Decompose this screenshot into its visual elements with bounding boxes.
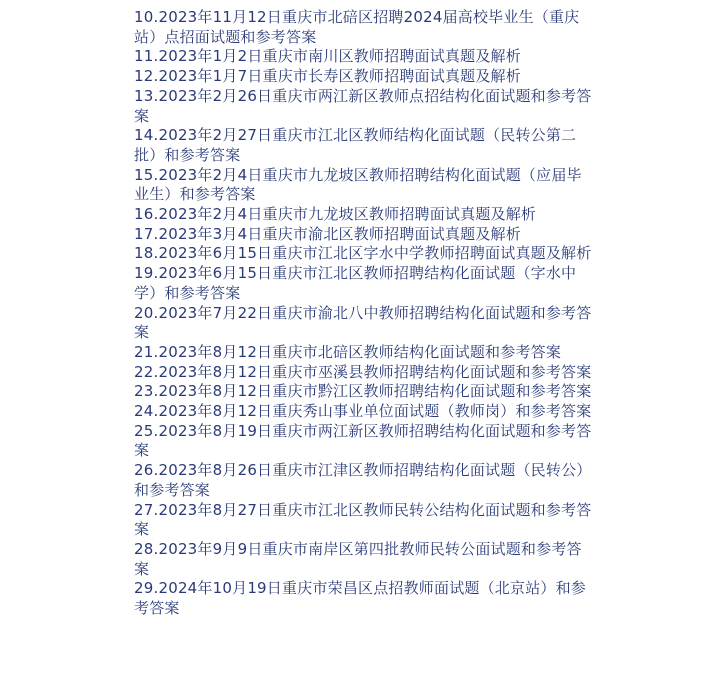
- list-item: 18.2023年6月15日重庆市江北区字水中学教师招聘面试真题及解析: [134, 244, 592, 263]
- list-item: 15.2023年2月4日重庆市九龙坡区教师招聘结构化面试题（应届毕业生）和参考答案: [134, 165, 582, 204]
- list-item: 23.2023年8月12日重庆市黔江区教师招聘结构化面试题和参考答案: [134, 382, 592, 401]
- document-list: [134, 8, 594, 619]
- list-item: 21.2023年8月12日重庆市北碚区教师结构化面试题和参考答案: [134, 342, 562, 361]
- list-item: 17.2023年3月4日重庆市渝北区教师招聘面试真题及解析: [134, 224, 521, 243]
- list-item: 12.2023年1月7日重庆市长寿区教师招聘面试真题及解析: [134, 67, 521, 86]
- list-item: 14.2023年2月27日重庆市江北区教师结构化面试题（民转公第二批）和参考答案: [134, 126, 577, 164]
- list-item: 10.2023年11月12日重庆市北碚区招聘2024届高校毕业生（重庆站）点招面试题和参考答案: [134, 8, 580, 46]
- list-item: 16.2023年2月4日重庆市九龙坡区教师招聘面试真题及解析: [134, 205, 537, 224]
- list-item: 29.2024年10月19日重庆市荣昌区点招教师面试题（北京站）和参考答案: [134, 579, 587, 618]
- list-item: 19.2023年6月15日重庆市江北区教师招聘结构化面试题（字水中学）和参考答案: [134, 264, 577, 302]
- list-item: 20.2023年7月22日重庆市渝北八中教师招聘结构化面试题和参考答案: [134, 303, 592, 342]
- list-item: 13.2023年2月26日重庆市两江新区教师点招结构化面试题和参考答案: [134, 86, 592, 125]
- list-item: 27.2023年8月27日重庆市江北区教师民转公结构化面试题和参考答案: [134, 500, 592, 539]
- list-item: 22.2023年8月12日重庆市巫溪县教师招聘结构化面试题和参考答案: [134, 362, 592, 381]
- list-item: 26.2023年8月26日重庆市江津区教师招聘结构化面试题（民转公）和参考答案: [134, 461, 592, 499]
- list-item: 11.2023年1月2日重庆市南川区教师招聘面试真题及解析: [134, 47, 521, 66]
- list-item: 24.2023年8月12日重庆秀山事业单位面试题（教师岗）和参考答案: [134, 402, 592, 421]
- list-item: 28.2023年9月9日重庆市南岸区第四批教师民转公面试题和参考答案: [134, 539, 582, 578]
- list-item: 25.2023年8月19日重庆市两江新区教师招聘结构化面试题和参考答案: [134, 421, 592, 460]
